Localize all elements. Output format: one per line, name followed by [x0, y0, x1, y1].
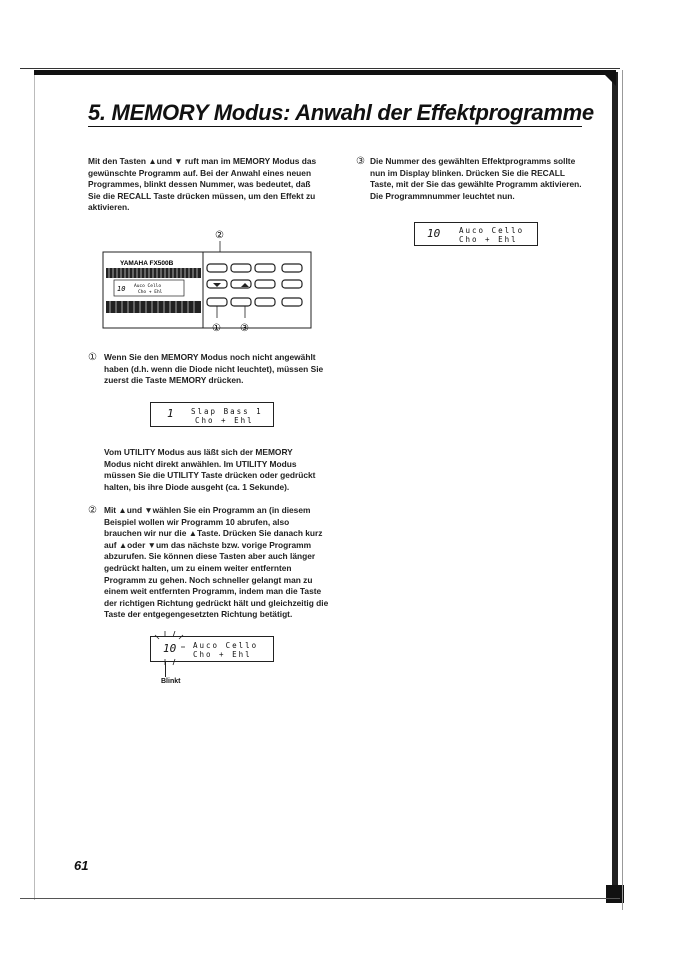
step-1-line: haben (d.h. wenn die Diode nicht leuchtet), müssen Sie	[104, 363, 324, 374]
device-display-number: 10	[117, 285, 126, 293]
step-2-line: Taste der entgegengesetzten Richtung betätigt.	[104, 609, 293, 620]
top-bar	[34, 70, 616, 75]
lcd-display-slap-bass	[150, 402, 274, 427]
step-2-line: auf ▲oder ▼um das nächste bzw. vorige Programm	[104, 539, 312, 550]
step-2-line: abzurufen. Sie können diese Tasten aber auch länger	[104, 551, 316, 562]
left-margin-line	[34, 75, 35, 900]
utility-note-line: müssen Sie die UTILITY Taste drücken oder gedrückt	[104, 470, 316, 481]
step-2-line: brauchen wir nur die ▲Taste. Drücken Sie danach kurz	[104, 528, 323, 539]
intro-line: gewünschte Programm auf. Bei der Anwahl eines neuen	[88, 167, 312, 178]
step-3-line: Die Programmnummer leuchtet nun.	[370, 190, 515, 201]
step-2-number: ②	[88, 505, 97, 516]
step-2-line: Beispiel wollen wir Programm 10 abrufen, also	[104, 516, 290, 527]
lcd-program-number: 10	[163, 642, 177, 655]
step-3-number: ③	[356, 156, 365, 167]
intro-line: Programmes, blinkt dessen Nummer, was bedeutet, daß	[88, 179, 311, 190]
utility-note-paragraph	[104, 447, 334, 493]
callout-1: ①	[212, 323, 221, 334]
bottom-rule	[20, 898, 620, 899]
step-2-paragraph	[88, 505, 338, 621]
lcd-line-1: Auco Cello	[459, 226, 525, 235]
step-2-line: gedrückt halten, um zu einem weiter entfernten	[104, 562, 292, 573]
far-right-line	[622, 70, 623, 910]
page-title: 5. MEMORY Modus: Anwahl der Effektprogramme	[88, 100, 594, 125]
blink-rays-icon	[151, 631, 191, 667]
lcd-line-2: Cho + Ehl	[195, 416, 254, 425]
utility-note-line: Vom UTILITY Modus aus läßt sich der MEMORY	[104, 447, 293, 457]
right-edge-bar	[612, 72, 618, 900]
step-1-line: Wenn Sie den MEMORY Modus noch nicht angewählt	[104, 352, 316, 362]
blinkt-pointer-line	[165, 662, 166, 677]
blinkt-caption: Blinkt	[161, 678, 181, 685]
utility-note-line: halten, bis ihre Diode ausgeht (ca. 1 Sekunde).	[104, 481, 290, 492]
device-brand: YAMAHA FX500B	[120, 260, 174, 267]
intro-paragraph	[88, 156, 338, 214]
step-3-line: Die Nummer des gewählten Effektprogramms sollte	[370, 156, 576, 166]
step-2-line: Mit ▲und ▼wählen Sie ein Programm an (in diesem	[104, 505, 311, 515]
step-3-line: Taste, mit der Sie das gewählte Programm aktivieren.	[370, 179, 582, 190]
callout-2: ②	[215, 230, 224, 241]
step-2-line: Programm zu gehen. Noch schneller gelangt man zu	[104, 574, 313, 585]
lcd-line-2: Cho + Ehl	[459, 235, 518, 244]
step-3-line: nun im Display blinken. Drücken Sie die RECALL	[370, 167, 565, 178]
lcd-line-2: Cho + Ehl	[193, 650, 252, 659]
step-2-line: der richtigen Richtung gedrückt hält und gleichzeitig die	[104, 597, 329, 608]
device-display-line2: Cho + Ehl	[138, 290, 163, 295]
lcd-line-1: Auco Cello	[193, 641, 259, 650]
lcd-line-1: Slap Bass 1	[191, 407, 263, 416]
lcd-program-number: 10	[427, 227, 441, 240]
callout-3: ③	[240, 323, 249, 334]
step-1-number: ①	[88, 352, 97, 363]
lcd-program-number: 1	[167, 407, 174, 420]
step-3-paragraph	[356, 156, 596, 202]
device-front-panel-illustration	[100, 228, 315, 338]
intro-line: Sie die RECALL Taste drücken müssen, um den Effekt zu	[88, 190, 316, 201]
utility-note-line: Modus nicht direkt anwählen. Im UTILITY Modus	[104, 458, 297, 469]
lcd-display-blinking	[150, 636, 274, 662]
device-display-line1: Auco Cello	[134, 284, 162, 289]
step-1-line: zuerst die Taste MEMORY drücken.	[104, 375, 244, 386]
intro-line: aktivieren.	[88, 202, 130, 213]
top-thin-rule	[20, 68, 620, 69]
page-number: 61	[74, 858, 89, 873]
title-underline	[88, 126, 582, 127]
step-2-line: einem weit entfernten Programm, indem man die Taste	[104, 586, 322, 597]
lcd-display-recalled	[414, 222, 538, 246]
intro-line: Mit den Tasten ▲und ▼ ruft man im MEMORY Modus das	[88, 156, 317, 166]
step-1-paragraph	[88, 352, 338, 387]
